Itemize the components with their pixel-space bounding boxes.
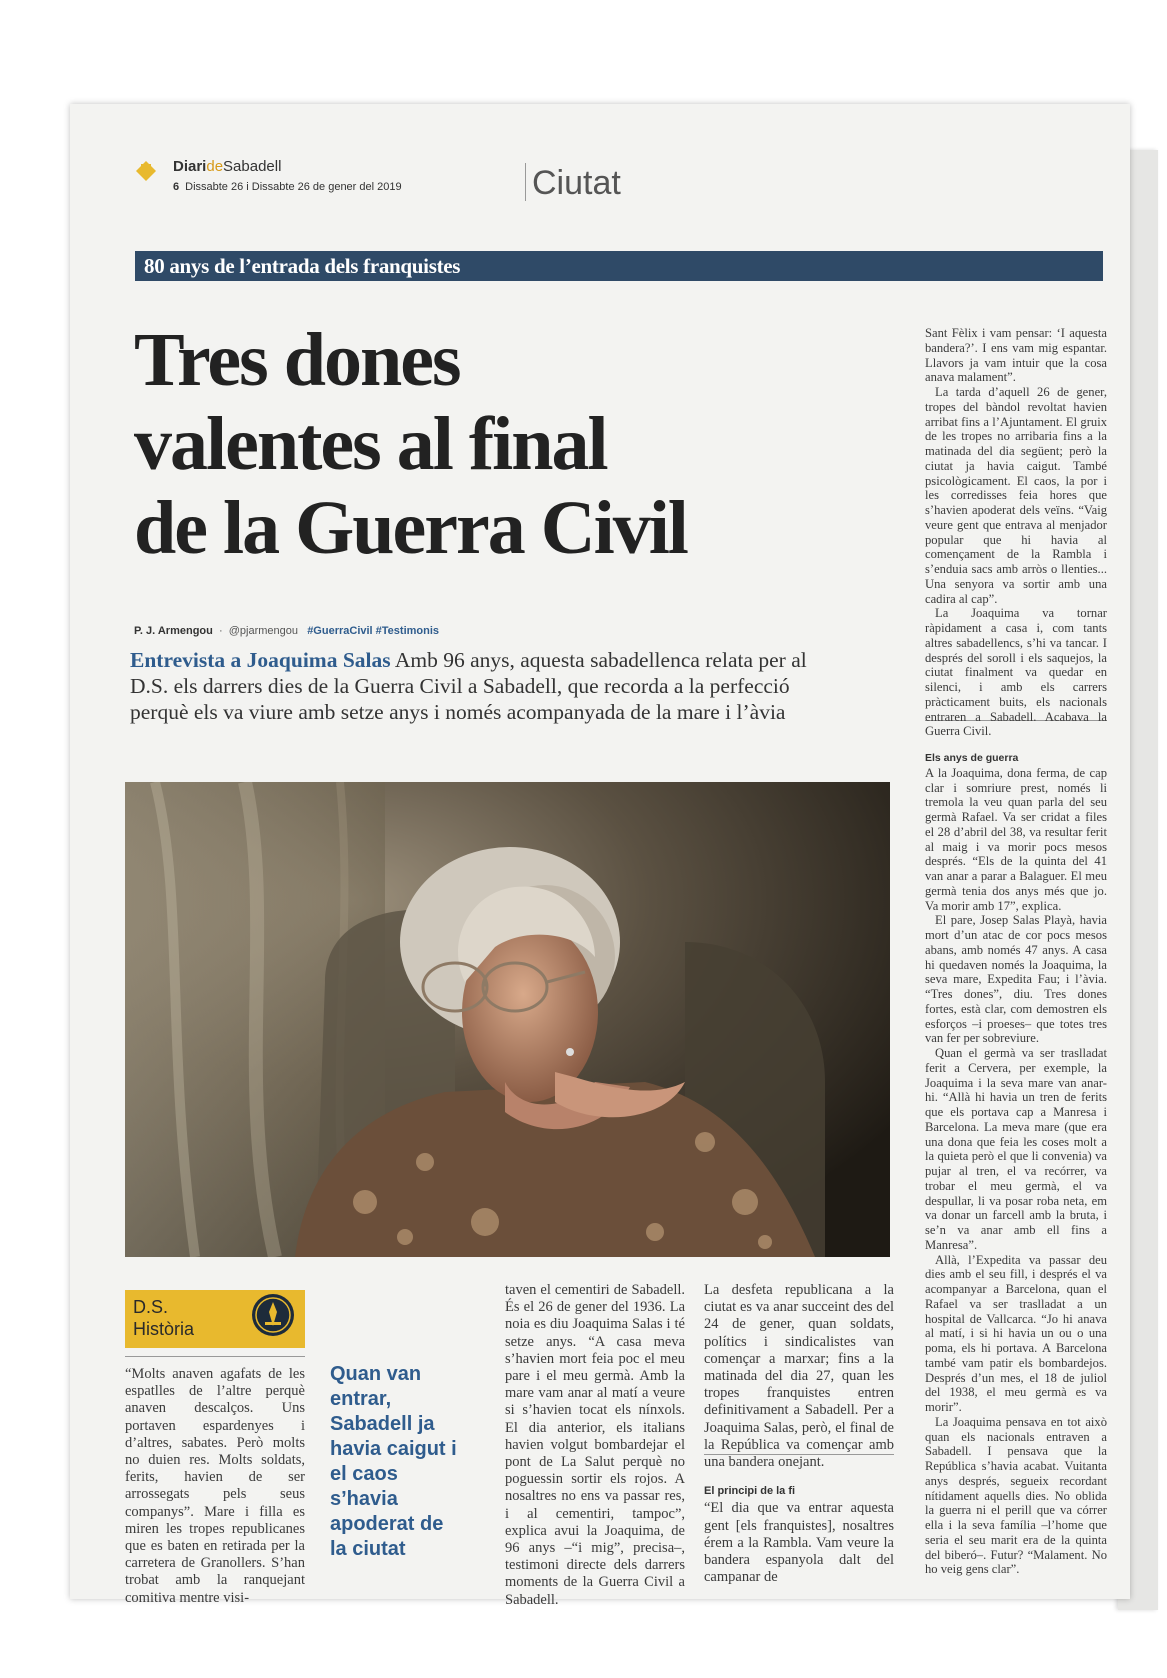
paragraph: Allà, l’Expedita va passar deu dies amb el seu fill, i després el va acompanyar a Barcelona, quan el Rafael va ser traslladat a un hospital de Vallcarca. “Jo hi anava al matí, i si hi havia un ou o una poma, els hi portava. A Barcelona també vam patir els bombardejos. Després d’un mes, el 18 de juliol del 1938, el meu germà es va morir”.	[925, 1252, 1107, 1414]
body-column-1	[125, 1366, 305, 1607]
brand-name: DiarideSabadell	[173, 158, 282, 175]
section-divider	[525, 163, 526, 201]
column-rule	[125, 1356, 305, 1357]
headline	[134, 318, 834, 570]
body-column-4	[925, 326, 1107, 1577]
headline-line: de la Guerra Civil	[134, 486, 687, 570]
body-column-3	[704, 1282, 894, 1586]
deck-lead: Entrevista a Joaquima Salas	[130, 648, 391, 672]
diari-logo-icon	[135, 160, 157, 182]
paragraph: A la Joaquima, dona ferma, de cap clar i somriure prest, només li tremola la veu quan parla del seu germà Rafael. Va ser cridat a files el 28 d’abril del 38, va resultar ferit al maig i va morir pocs mesos després. “Els de la quinta del 41 van anar a parar a Balaguer. El meu germà tenia dos anys més que jo. Va morir amb 17”, explica.	[925, 765, 1107, 913]
paragraph: Sant Fèlix i vam pensar: ‘I aquesta bandera?’. I ens vam mig espantar. Llavors ja vam intuir que la cosa anava malament”.	[925, 326, 1107, 385]
paragraph: La Joaquima va tornar ràpidament a casa i, com tants altres sabadellencs, s’hi va tancar. I després del soroll i els saquejos, la ciutat finalment va quedar en silenci, i amb els carrers pràcticament buits, els nacionals entraren a Sabadell. Acabava la Guerra Civil.	[925, 606, 1107, 739]
author-handle: @pjarmengou	[228, 625, 299, 637]
issue-date: Dissabte 26 i Dissabte 26 de gener del 2019	[185, 181, 402, 193]
pull-quote: Quan van entrar, Sabadell ja havia caigut i el caos s’havia apoderat de la ciutat	[330, 1363, 457, 1560]
paragraph: “El dia que va entrar aquesta gent [els franquistes], nosaltres érem a la Rambla. Vam veure la bandera espanyola dalt del campanar de	[704, 1500, 894, 1586]
paragraph: Quan el germà va ser traslladat ferit a Cervera, per exemple, la Joaquima i la seva mare van anar-hi. “Allà hi havia un tren de ferits que els portava cap a Manresa i Barcelona. La meva mare (que era una dona que feia les coses molt a la quieta però el que li convenia) va pujar al tren, el va recórrer, va trobar el meu germà, el va despullar, li va posar roba neta, em va donar un farcell amb la bruta, i se’n va anar amb ell fins a Manresa”.	[925, 1046, 1107, 1252]
paragraph: La tarda d’aquell 26 de gener, tropes del bàndol revoltat havien arribat fins a l’Ajuntament. El gruix de les tropes no arribaria fins a la matinada del dia següent; però la ciutat ja havia caigut. També psicològicament. El caos, la por i les corredisses feia hores que s’havien apoderat dels veïns. “Vaig veure gent que entrava al menjador popular que hi havia al començament de la Rambla i s’enduia sacs amb arròs o llenties... Una senyora va sortir amb una cadira al cap”.	[925, 385, 1107, 606]
deck	[130, 647, 830, 725]
paragraph: La desfeta republicana a la ciutat es va anar succeint des del 24 de gener, quan soldats, polítics i sindicalistes van començar a marxar; fins a la matinada del dia 27, quan les tropes franquistes entren definitivament a Sabadell. Per a Joaquima Salas, però, el final de la República va començar amb una bandera onejant.	[704, 1282, 894, 1471]
paragraph: “Molts anaven agafats de les espatlles de l’altre perquè anaven descalços. Uns portaven espardenyes i d’altres, sabates. Però molts no duien res. Molts soldats, ferits, havien de ser arrossegats pels seus companys”. Mare i filla es miren les tropes republicanes que es baten en retirada per la carretera de Granollers. S’han trobat amb la ranquejant comitiva mentre visi-	[125, 1366, 305, 1606]
subheading: Els anys de guerra	[925, 752, 1019, 764]
byline: P. J. Armengou · @pjarmengou #GuerraCivil #Testimonis	[134, 625, 440, 637]
series-tag-label: D.S. Història	[133, 1297, 195, 1339]
paragraph: El pare, Josep Salas Playà, havia mort d’un atac de cor pocs mesos abans, amb només 47 anys. A casa hi quedaven només la Joaquima, la seva mare, Expedita Fau; i l’àvia. “Tres dones”, diu. Tres dones fortes, està clar, com demostren els esforços –i proeses– que totes tres van fer per sobreviure.	[925, 913, 1107, 1046]
page-number: 6	[173, 181, 180, 193]
article-photo	[125, 782, 890, 1257]
section-title: Ciutat	[532, 164, 621, 202]
portrait-illustration	[125, 782, 890, 1257]
headline-line: Tres dones	[134, 318, 460, 402]
paragraph: La Joaquima pensava en tot això quan els nacionals entraven a Sabadell. I pensava que la República s’havia acabat. Vuitanta anys després, segueix recordant nítidament aquells dies. No oblida la guerra ni el perill que va córrer ella i la seva família –l’home que seria el seu marit era de la quinta del biberó–. Futur? “Malament. No ho veig gens clar”.	[925, 1414, 1107, 1577]
deck-text: Amb 96 anys, aquesta sabadellenca relata per al D.S. els darrers dies de la Guerra Civil a Sabadell, que recorda a la perfecció perquè els va viure amb setze anys i només acompanyada de la mare i l’àvia	[130, 648, 807, 724]
dateline	[173, 181, 402, 193]
body-column-2	[505, 1282, 685, 1609]
subheading: El principi de la fi	[704, 1485, 796, 1498]
author: P. J. Armengou	[134, 625, 213, 637]
history-seal-icon	[250, 1292, 296, 1338]
headline-line: valentes al final	[134, 402, 607, 486]
paragraph: taven el cementiri de Sabadell. És el 26 de gener del 1936. La noia es diu Joaquima Salas i té setze anys. “A casa meva s’havien mort feia poc el meu pare i el meu germà. Amb la mare vam anar al matí a veure si s’havien tocat els nínxols. El dia anterior, els italians havien volgut bombardejar el pont de La Salut perquè no poguessin sortir els rojos. A nosaltres no ens va passar res, i al cementiri, tampoc”, explica avui la Joaquima, de 96 anys –“i mig”, precisa–, testimoni directe dels darrers moments de la Guerra Civil a Sabadell.	[505, 1282, 685, 1608]
column-rule	[920, 346, 921, 686]
kicker: 80 anys de l’entrada dels franquistes	[144, 254, 461, 278]
hashtags: #GuerraCivil #Testimonis	[307, 625, 440, 637]
